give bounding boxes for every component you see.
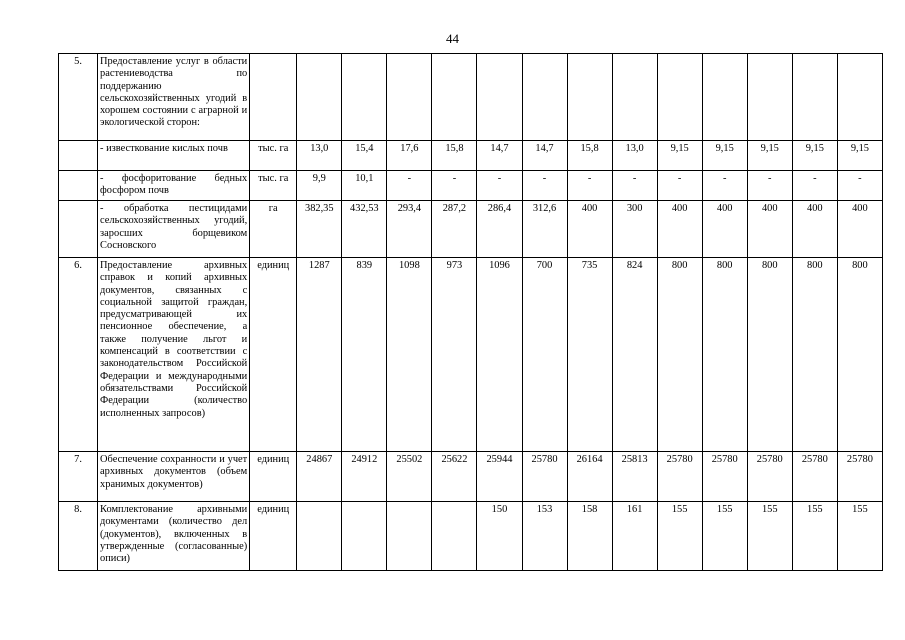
- value-cell: 800: [747, 258, 792, 452]
- value-cell: 400: [657, 201, 702, 258]
- value-cell: -: [612, 171, 657, 201]
- row-number: 7.: [59, 452, 98, 502]
- value-cell: 25780: [702, 452, 747, 502]
- value-cell: 382,35: [297, 201, 342, 258]
- value-cell: 824: [612, 258, 657, 452]
- value-cell: 25622: [432, 452, 477, 502]
- table-body: [59, 54, 883, 571]
- value-cell: 9,15: [792, 141, 837, 171]
- value-cell: 15,8: [567, 141, 612, 171]
- value-cell: 25780: [792, 452, 837, 502]
- indicator-description: Предоставление услуг в области растениеводства по поддержанию сельскохозяйственных угодий в хорошем состоянии с аграрной и экологической сторон:: [98, 54, 250, 141]
- unit-cell: единиц: [250, 452, 297, 502]
- value-cell: 286,4: [477, 201, 522, 258]
- value-cell: 800: [837, 258, 882, 452]
- value-cell: 400: [792, 201, 837, 258]
- value-cell: [747, 54, 792, 141]
- value-cell: 150: [477, 502, 522, 571]
- value-cell: 24867: [297, 452, 342, 502]
- value-cell: [432, 54, 477, 141]
- indicator-description: Обеспечение сохранности и учет архивных документов (объем хранимых документов): [98, 452, 250, 502]
- table-row: [59, 502, 883, 571]
- row-number: 8.: [59, 502, 98, 571]
- value-cell: 25944: [477, 452, 522, 502]
- value-cell: [567, 54, 612, 141]
- value-cell: -: [657, 171, 702, 201]
- value-cell: [657, 54, 702, 141]
- value-cell: [342, 502, 387, 571]
- value-cell: 15,8: [432, 141, 477, 171]
- unit-cell: га: [250, 201, 297, 258]
- value-cell: 15,4: [342, 141, 387, 171]
- value-cell: 14,7: [522, 141, 567, 171]
- value-cell: [522, 54, 567, 141]
- indicator-description: - обработка пестицидами сельскохозяйственных угодий, заросших борщевиком Сосновского: [98, 201, 250, 258]
- value-cell: [837, 54, 882, 141]
- row-number: 6.: [59, 258, 98, 452]
- value-cell: 13,0: [297, 141, 342, 171]
- value-cell: -: [477, 171, 522, 201]
- value-cell: 1098: [387, 258, 432, 452]
- value-cell: 839: [342, 258, 387, 452]
- indicator-description: - фосфоритование бедных фосфором почв: [98, 171, 250, 201]
- value-cell: 155: [837, 502, 882, 571]
- value-cell: 158: [567, 502, 612, 571]
- value-cell: 13,0: [612, 141, 657, 171]
- unit-cell: единиц: [250, 502, 297, 571]
- value-cell: 24912: [342, 452, 387, 502]
- value-cell: 800: [702, 258, 747, 452]
- value-cell: 700: [522, 258, 567, 452]
- value-cell: 400: [747, 201, 792, 258]
- value-cell: 1287: [297, 258, 342, 452]
- value-cell: -: [522, 171, 567, 201]
- value-cell: 25813: [612, 452, 657, 502]
- table-row: [59, 201, 883, 258]
- indicators-table: [58, 53, 883, 571]
- value-cell: 9,15: [747, 141, 792, 171]
- value-cell: 25780: [747, 452, 792, 502]
- value-cell: -: [792, 171, 837, 201]
- table-row: [59, 141, 883, 171]
- table-row: [59, 171, 883, 201]
- value-cell: 9,9: [297, 171, 342, 201]
- table-row: [59, 452, 883, 502]
- value-cell: 25502: [387, 452, 432, 502]
- value-cell: 155: [657, 502, 702, 571]
- value-cell: 400: [567, 201, 612, 258]
- value-cell: 9,15: [702, 141, 747, 171]
- value-cell: 735: [567, 258, 612, 452]
- value-cell: [387, 54, 432, 141]
- value-cell: 800: [792, 258, 837, 452]
- value-cell: -: [837, 171, 882, 201]
- value-cell: 14,7: [477, 141, 522, 171]
- value-cell: 800: [657, 258, 702, 452]
- value-cell: [612, 54, 657, 141]
- value-cell: -: [747, 171, 792, 201]
- unit-cell: единиц: [250, 258, 297, 452]
- value-cell: 432,53: [342, 201, 387, 258]
- value-cell: 153: [522, 502, 567, 571]
- value-cell: -: [567, 171, 612, 201]
- unit-cell: [250, 54, 297, 141]
- value-cell: 9,15: [657, 141, 702, 171]
- table-row: [59, 258, 883, 452]
- value-cell: 1096: [477, 258, 522, 452]
- value-cell: [342, 54, 387, 141]
- table-row: [59, 54, 883, 141]
- row-number: [59, 171, 98, 201]
- value-cell: -: [702, 171, 747, 201]
- row-number: 5.: [59, 54, 98, 141]
- value-cell: 25780: [522, 452, 567, 502]
- value-cell: [387, 502, 432, 571]
- indicator-description: Комплектование архивными документами (количество дел (документов), включенных в утвержденные (согласованные) описи): [98, 502, 250, 571]
- row-number: [59, 201, 98, 258]
- value-cell: 25780: [657, 452, 702, 502]
- value-cell: [432, 502, 477, 571]
- value-cell: 26164: [567, 452, 612, 502]
- value-cell: 400: [702, 201, 747, 258]
- value-cell: -: [432, 171, 477, 201]
- page-number: 44: [446, 31, 459, 46]
- value-cell: 155: [747, 502, 792, 571]
- value-cell: [792, 54, 837, 141]
- indicator-description: - известкование кислых почв: [98, 141, 250, 171]
- value-cell: 161: [612, 502, 657, 571]
- value-cell: [477, 54, 522, 141]
- value-cell: 9,15: [837, 141, 882, 171]
- value-cell: 10,1: [342, 171, 387, 201]
- value-cell: 293,4: [387, 201, 432, 258]
- value-cell: 17,6: [387, 141, 432, 171]
- unit-cell: тыс. га: [250, 171, 297, 201]
- indicator-description: Предоставление архивных справок и копий архивных документов, связанных с социальной защитой граждан, предусматривающей их пенсионное обеспечение, а также получение льгот и компенсаций в соответствии с законодательством Российской Федерации и международными обязательствами Российской Федерации (количество исполненных запросов): [98, 258, 250, 452]
- value-cell: 287,2: [432, 201, 477, 258]
- value-cell: -: [387, 171, 432, 201]
- value-cell: 300: [612, 201, 657, 258]
- value-cell: [702, 54, 747, 141]
- unit-cell: тыс. га: [250, 141, 297, 171]
- value-cell: 400: [837, 201, 882, 258]
- row-number: [59, 141, 98, 171]
- value-cell: 155: [702, 502, 747, 571]
- value-cell: [297, 54, 342, 141]
- value-cell: [297, 502, 342, 571]
- value-cell: 155: [792, 502, 837, 571]
- value-cell: 312,6: [522, 201, 567, 258]
- value-cell: 25780: [837, 452, 882, 502]
- value-cell: 973: [432, 258, 477, 452]
